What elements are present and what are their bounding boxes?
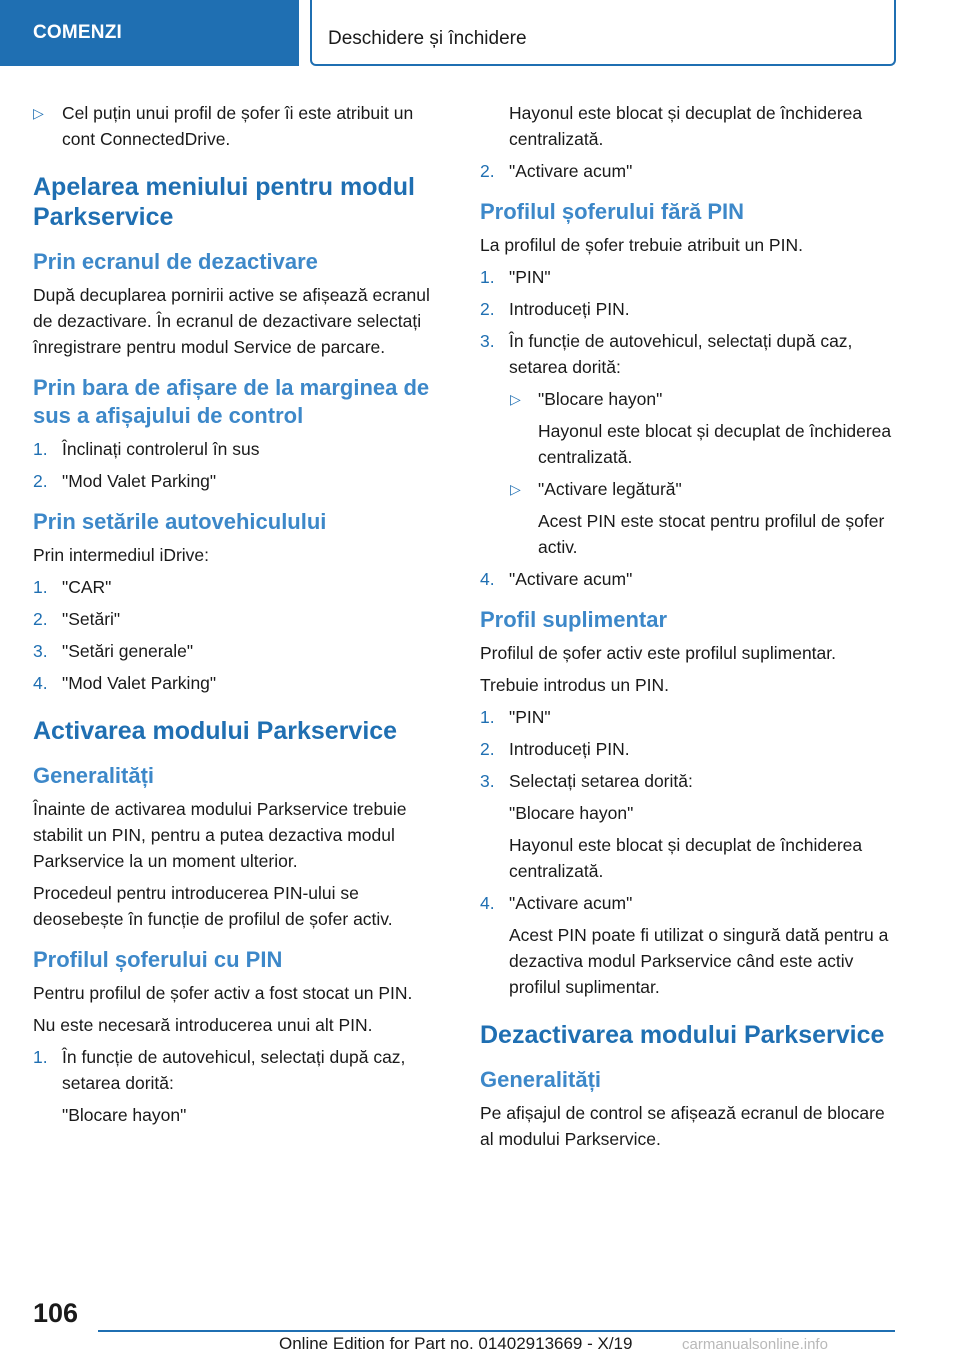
heading-activarea: Activarea modului Parkservice: [33, 717, 398, 745]
paragraph: Procedeul pentru introducerea PIN-ului se deosebește în funcție de profilul de șofer activ.: [33, 883, 393, 929]
bullet-text: Cel puțin unui profil de șofer îi este atribuit un cont ConnectedDrive.: [62, 103, 414, 149]
footer-divider: [98, 1330, 895, 1332]
paragraph: Înainte de activarea modului Parkservice trebuie stabilit un PIN, pentru a putea dezactiva modul Parkservice la un moment ulterior.: [33, 799, 407, 871]
heading-apelarea: Apelarea meniului pentru modul Parkservice: [33, 173, 415, 231]
page-number: 106: [33, 1298, 79, 1328]
footer-edition: Online Edition for Part no. 01402913669 - X/19: [279, 1334, 633, 1353]
paragraph: La profilul de șofer trebuie atribuit un PIN.: [480, 235, 803, 255]
triangle-bullet-icon: ▷: [33, 105, 44, 121]
chapter-title: Deschidere și închidere: [310, 0, 896, 66]
list-item: 1. "CAR": [33, 577, 112, 597]
subheading-generalitati: Generalități: [33, 763, 155, 788]
watermark: carmanualsonline.info: [682, 1336, 828, 1353]
list-item: 1. "PIN": [480, 267, 551, 287]
list-item: 2. Introduceți PIN.: [480, 299, 630, 319]
list-item: 1. Înclinați controlerul în sus: [33, 439, 260, 459]
list-item: 2. Introduceți PIN.: [480, 739, 630, 759]
subheading-cu-pin: Profilul șoferului cu PIN: [33, 947, 283, 972]
subheading-suplimentar: Profil suplimentar: [480, 607, 668, 632]
paragraph: Nu este necesară introducerea unui alt PIN.: [33, 1015, 373, 1035]
list-item: 4. "Activare acum": [480, 893, 633, 913]
list-item: 2. "Setări": [33, 609, 121, 629]
list-item: 2. "Mod Valet Parking": [33, 471, 217, 491]
paragraph: Trebuie introdus un PIN.: [480, 675, 670, 695]
subheading-ecran: Prin ecranul de dezactivare: [33, 249, 318, 274]
sub-bullet-item: ▷ "Blocare hayon": [480, 386, 900, 412]
sub-continuation: Hayonul este blocat și decuplat de închiderea centralizată.: [538, 421, 892, 467]
bullet-item: [33, 100, 447, 152]
paragraph: Prin intermediul iDrive:: [33, 545, 210, 565]
subheading-bara: Prin bara de afișare de la marginea de sus a afișajului de control: [33, 375, 430, 428]
sub-bullet-item: ▷ "Activare legătură": [480, 476, 900, 502]
list-continuation: Hayonul este blocat și decuplat de închiderea centralizată.: [509, 835, 863, 881]
subheading-fara-pin: Profilul șoferului fără PIN: [480, 199, 745, 224]
list-item: 3. Selectați setarea dorită:: [480, 771, 693, 791]
triangle-bullet-icon: ▷: [510, 481, 521, 497]
page-header: [0, 0, 960, 66]
list-item: 3. În funcție de autovehicul, selectați după caz, setarea dorită:: [480, 331, 853, 377]
list-continuation: Hayonul este blocat și decuplat de închiderea centralizată.: [509, 103, 863, 149]
paragraph: Profilul de șofer activ este profilul suplimentar.: [480, 643, 836, 663]
triangle-bullet-icon: ▷: [510, 391, 521, 407]
heading-dezactivarea: Dezactivarea modului Parkservice: [480, 1021, 885, 1049]
paragraph: Pe afișajul de control se afișează ecranul de blocare al modului Parkservice.: [480, 1103, 885, 1149]
list-item: 2. "Activare acum": [480, 161, 633, 181]
subheading-setari: Prin setările autovehiculului: [33, 509, 327, 534]
list-item: 4. "Mod Valet Parking": [33, 673, 217, 693]
subheading-generalitati-2: Generalități: [480, 1067, 602, 1092]
list-continuation: "Blocare hayon": [62, 1105, 187, 1125]
paragraph: Pentru profilul de șofer activ a fost stocat un PIN.: [33, 983, 413, 1003]
section-tab: COMENZI: [0, 0, 299, 66]
list-item: 1. În funcție de autovehicul, selectați după caz, setarea dorită:: [33, 1047, 406, 1093]
list-continuation: Acest PIN poate fi utilizat o singură dată pentru a dezactiva modul Parkservice când este activ profilul suplimentar.: [509, 925, 889, 997]
paragraph: După decuplarea pornirii active se afișează ecranul de dezactivare. În ecranul de dezactivare selectați înregistrare pentru modul Service de parcare.: [33, 285, 430, 357]
list-item: 3. "Setări generale": [33, 641, 194, 661]
right-column: [480, 100, 900, 1158]
left-column: [33, 100, 447, 1134]
sub-continuation: Acest PIN este stocat pentru profilul de șofer activ.: [538, 511, 885, 557]
list-item: 1. "PIN": [480, 707, 551, 727]
list-continuation: "Blocare hayon": [509, 803, 634, 823]
list-item: 4. "Activare acum": [480, 569, 633, 589]
